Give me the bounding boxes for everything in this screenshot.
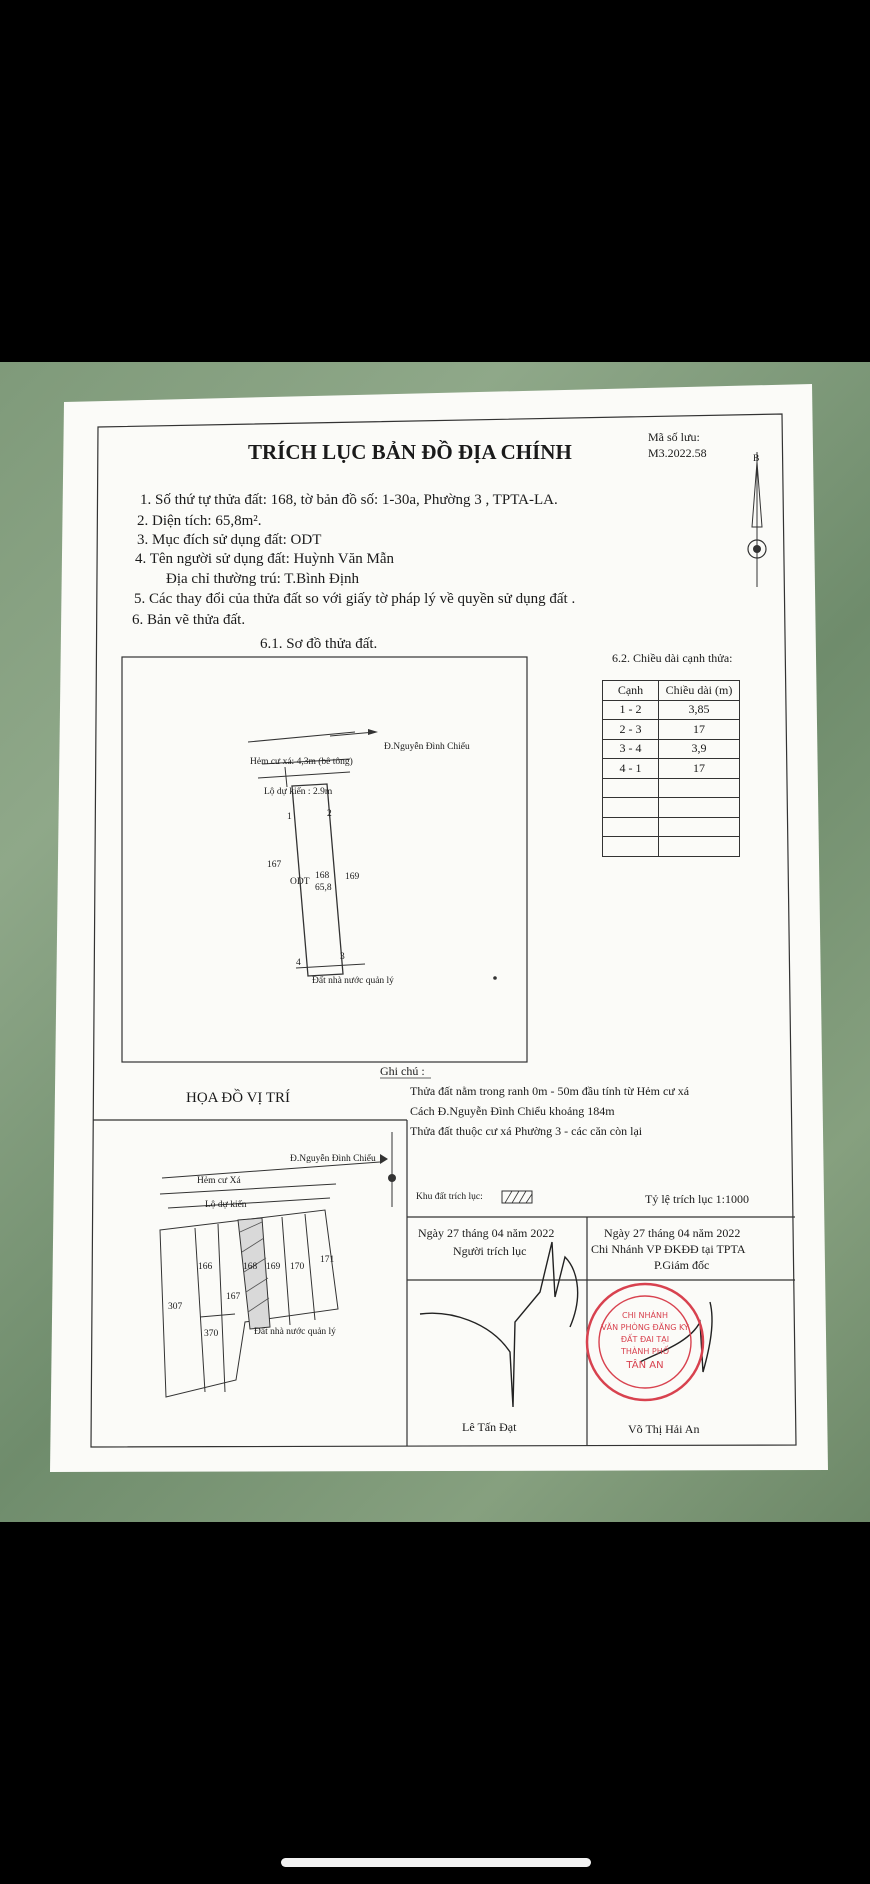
item-1: 1. Số thứ tự thửa đất: 168, tờ bản đồ số: 1-30a, Phường 3 , TPTA-LA. [140, 492, 558, 508]
length-cell: 17 [659, 720, 740, 740]
table-row [603, 739, 740, 759]
parcel-use: ODT [290, 877, 310, 887]
location-bottom-label: Đất nhà nước quản lý [254, 1327, 336, 1337]
col-length: Chiều dài (m) [659, 681, 740, 701]
diagram-planned-label: Lộ dự kiến : 2.9m [264, 787, 333, 797]
parcel-number: 168 [315, 871, 330, 881]
edge-cell: 3 - 4 [603, 739, 659, 759]
loc-parcel-171: 171 [320, 1255, 335, 1265]
right-sign-date: Ngày 27 tháng 04 năm 2022 [604, 1226, 741, 1240]
corner-4: 4 [296, 958, 301, 968]
parcel-169: 169 [345, 872, 360, 882]
item-2: 2. Diện tích: 65,8m². [137, 513, 262, 529]
area-legend-label: Khu đất trích lục: [416, 1192, 483, 1202]
table-row [603, 837, 740, 857]
table-row [603, 798, 740, 818]
table-row [603, 700, 740, 720]
scale-label: Tỷ lệ trích lục 1:1000 [645, 1192, 749, 1206]
right-sign-org: Chi Nhánh VP ĐKĐĐ tại TPTA [591, 1242, 746, 1256]
diagram-alley-label: Hẻm cư xá: 4,3m (bê tông) [250, 757, 353, 767]
item-4-address: Địa chỉ thường trú: T.Bình Định [166, 571, 359, 587]
stamp-line-3: ĐẤT ĐAI TẠI [620, 1335, 670, 1344]
location-alley-label: Hẻm cư Xá [197, 1176, 241, 1186]
edge-cell: 2 - 3 [603, 720, 659, 740]
item-6: 6. Bản vẽ thửa đất. [132, 612, 246, 628]
stamp-line-4: THÀNH PHỐ [620, 1347, 670, 1356]
lengths-table [602, 680, 740, 857]
stamp-line-1: CHI NHÁNH [622, 1311, 668, 1320]
left-sign-role: Người trích lục [453, 1244, 527, 1258]
note-line-2: Cách Đ.Nguyễn Đình Chiểu khoảng 184m [410, 1104, 615, 1118]
corner-2: 2 [327, 809, 332, 819]
item-3: 3. Mục đích sử dụng đất: ODT [137, 532, 322, 548]
item-4: 4. Tên người sử dụng đất: Huỳnh Văn Mẫn [135, 551, 395, 567]
table-row [603, 681, 740, 701]
loc-parcel-168: 168 [243, 1262, 258, 1272]
loc-parcel-370: 370 [204, 1329, 219, 1339]
diagram-heading: 6.1. Sơ đồ thửa đất. [260, 636, 378, 652]
right-sign-name: Võ Thị Hải An [628, 1422, 700, 1436]
location-planned-label: Lộ dự kiến [205, 1200, 247, 1210]
location-heading: HỌA ĐỒ VỊ TRÍ [186, 1090, 291, 1106]
parcel-167: 167 [267, 860, 282, 870]
stamp-line-2: VĂN PHÒNG ĐĂNG KÝ [601, 1323, 689, 1332]
lengths-heading: 6.2. Chiều dài cạnh thửa: [612, 651, 733, 665]
parcel-area: 65,8 [315, 883, 332, 893]
notes-heading: Ghi chú : [380, 1064, 425, 1078]
item-5: 5. Các thay đổi của thửa đất so với giấy tờ pháp lý về quyền sử dụng đất . [134, 591, 576, 607]
left-sign-date: Ngày 27 tháng 04 năm 2022 [418, 1226, 555, 1240]
table-row [603, 759, 740, 779]
loc-parcel-307: 307 [168, 1302, 183, 1312]
note-line-1: Thửa đất nằm trong ranh 0m - 50m đầu tính từ Hẻm cư xá [410, 1084, 690, 1098]
loc-parcel-167: 167 [226, 1292, 241, 1302]
location-road-label: Đ.Nguyễn Đình Chiểu [290, 1154, 376, 1164]
archive-label: Mã số lưu: [648, 430, 700, 444]
archive-code: M3.2022.58 [648, 446, 707, 460]
loc-parcel-166: 166 [198, 1262, 213, 1272]
length-cell: 3,85 [659, 700, 740, 720]
paper-sheet [0, 362, 870, 1522]
left-sign-name: Lê Tấn Đạt [462, 1420, 517, 1434]
table-row [603, 778, 740, 798]
loc-parcel-169: 169 [266, 1262, 281, 1272]
home-indicator[interactable] [281, 1858, 591, 1867]
north-letter: B [753, 454, 760, 464]
edge-cell: 1 - 2 [603, 700, 659, 720]
note-line-3: Thửa đất thuộc cư xá Phường 3 - các căn còn lại [410, 1124, 643, 1138]
corner-1: 1 [287, 812, 292, 822]
right-sign-role: P.Giám đốc [654, 1258, 710, 1272]
table-row [603, 720, 740, 740]
col-edge: Cạnh [603, 681, 659, 701]
diagram-road-label: Đ.Nguyễn Đình Chiểu [384, 742, 470, 752]
document-photo [0, 362, 870, 1522]
stamp-line-5: TÂN AN [626, 1360, 664, 1371]
loc-parcel-170: 170 [290, 1262, 305, 1272]
table-row [603, 817, 740, 837]
diagram-bottom-label: Đất nhà nước quản lý [312, 976, 394, 986]
length-cell: 3,9 [659, 739, 740, 759]
edge-cell: 4 - 1 [603, 759, 659, 779]
length-cell: 17 [659, 759, 740, 779]
corner-3: 3 [340, 952, 345, 962]
doc-title: TRÍCH LỤC BẢN ĐỒ ĐỊA CHÍNH [248, 440, 572, 464]
